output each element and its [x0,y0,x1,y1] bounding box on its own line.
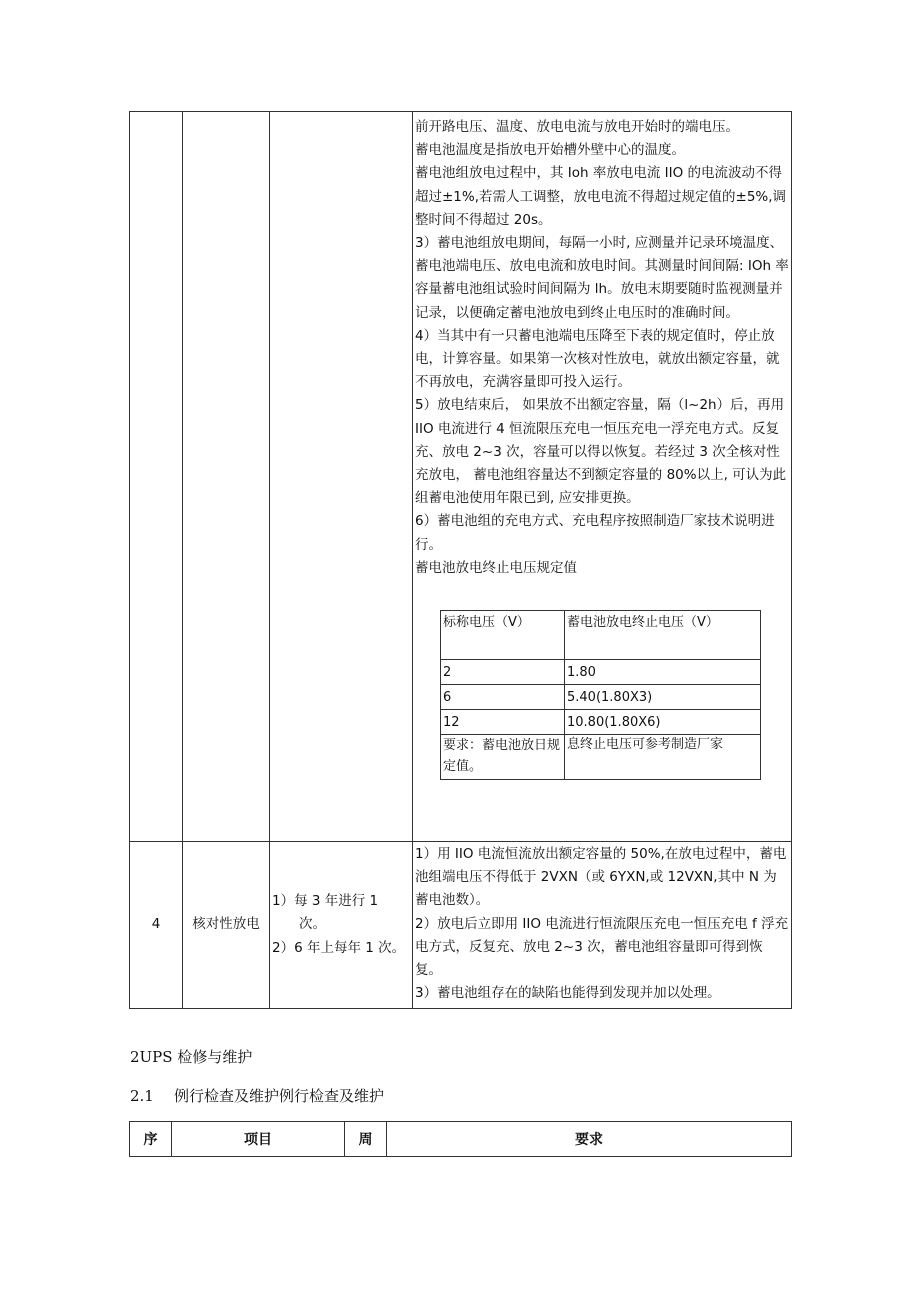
req-paragraph: 前开路电压、温度、放电电流与放电开始时的端电压。 [415,119,739,135]
section-number: 2.1 [130,1087,154,1105]
nominal-voltage-value: 2 [443,665,452,681]
note-right: 息终止电压可参考制造厂家 [565,735,761,780]
routine-check-header-row [130,1122,792,1157]
row-index: 4 [130,842,183,1009]
frequency-line: 2）6 年上每年 1 次。 [272,939,406,956]
header-end-voltage: 蓄电池放电终止电压（V） [565,611,761,660]
nominal-voltage-value: 6 [443,690,452,706]
header-period: 周 [345,1122,387,1157]
index-cell-empty [130,112,183,842]
req-paragraph: 蓄电池组放电过程中，其 Ioh 率放电电流 IIO 的电流波动不得超过±1%,若需人工调整，放电电流不得超过规定值的±5%,调整时间不得超过 20s。 [415,165,787,228]
item-cell-empty [183,112,270,842]
voltage-table-caption: 蓄电池放电终止电压规定值 [415,559,577,576]
routine-check-table [129,1121,792,1157]
row-frequency [270,842,413,1009]
table-row-continued [130,112,792,842]
table-row [441,685,761,710]
end-voltage-header-row [441,611,761,660]
header-index: 序 [130,1122,172,1157]
row-requirements [413,842,792,1009]
table-row [441,660,761,685]
section-heading-2: 2UPS 检修与维护 [130,1048,253,1066]
table-row [441,710,761,735]
end-voltage-value: 10.80(1.80X6) [567,715,661,731]
req-paragraph: 5）放电结束后， 如果放不出额定容量，隔（l~2h）后，再用 IIO 电流进行 4 恒流限压充电一恒压充电一浮充电方式。反复充、放电 2~3 次，容量可以得以恢复。若经过 3 次全核对性充放电， 蓄电池组容量达不到额定容量的 80%以上, 可认为此组蓄电池使用年限已到, 应安排更换。 [415,397,787,507]
end-voltage-value: 1.80 [567,665,596,681]
req-paragraph: 4）当其中有一只蓄电池端电压降至下表的规定值时，停止放电，计算容量。如果第一次核对性放电，就放出额定容量，就不再放电，充满容量即可投入运行。 [415,327,780,391]
frequency-line: 1）每 3 年进行 1 [272,893,379,910]
requirements-cell [413,112,792,842]
end-voltage-table [440,610,761,780]
req-paragraph: 3）蓄电池组存在的缺陷也能得到发现并加以处理。 [415,985,721,1002]
row-item: 核对性放电 [183,842,270,1009]
frequency-cell-empty [270,112,413,842]
req-paragraph: 3）蓄电池组放电期间，每隔一小时, 应测量并记录环境温度、蓄电池端电压、放电电流和放电时间。其测量时间间隔: IOh 率容量蓄电池组试验时间间隔为 lh。放电末期要随时监视测量并记录，以便确定蓄电池放电到终止电压时的准确时间。 [415,235,789,321]
note-left: 要求：蓄电池放日规定值。 [441,735,565,780]
frequency-line: 次。 [299,916,326,933]
req-paragraph: 2）放电后立即用 IIO 电流进行恒流限压充电一恒压充电 f 浮充电方式，反复充、放电 2~3 次，蓄电池组容量即可得到恢复。 [415,915,789,979]
req-paragraph: 1）用 IIO 电流恒流放出额定容量的 50%,在放电过程中，蓄电池组端电压不得低于 2VXN（或 6YXN,或 12VXN,其中 N 为蓄电池数）。 [415,846,787,909]
header-item: 项目 [172,1122,345,1157]
end-voltage-value: 5.40(1.80X3) [567,690,653,706]
table-row-4 [130,842,792,1009]
section-heading-2-1 [130,1085,384,1106]
nominal-voltage-value: 12 [443,715,460,731]
req-paragraph: 6）蓄电池组的充电方式、充电程序按照制造厂家技术说明进行。 [415,513,775,553]
header-nominal-voltage: 标称电压（V） [441,611,565,660]
req-paragraph: 蓄电池温度是指放电开始槽外壁中心的温度。 [415,142,685,159]
maintenance-table [129,111,792,1009]
section-title: 例行检查及维护例行检查及维护 [174,1087,385,1105]
end-voltage-note-row [441,735,761,780]
header-requirements: 要求 [387,1122,792,1157]
